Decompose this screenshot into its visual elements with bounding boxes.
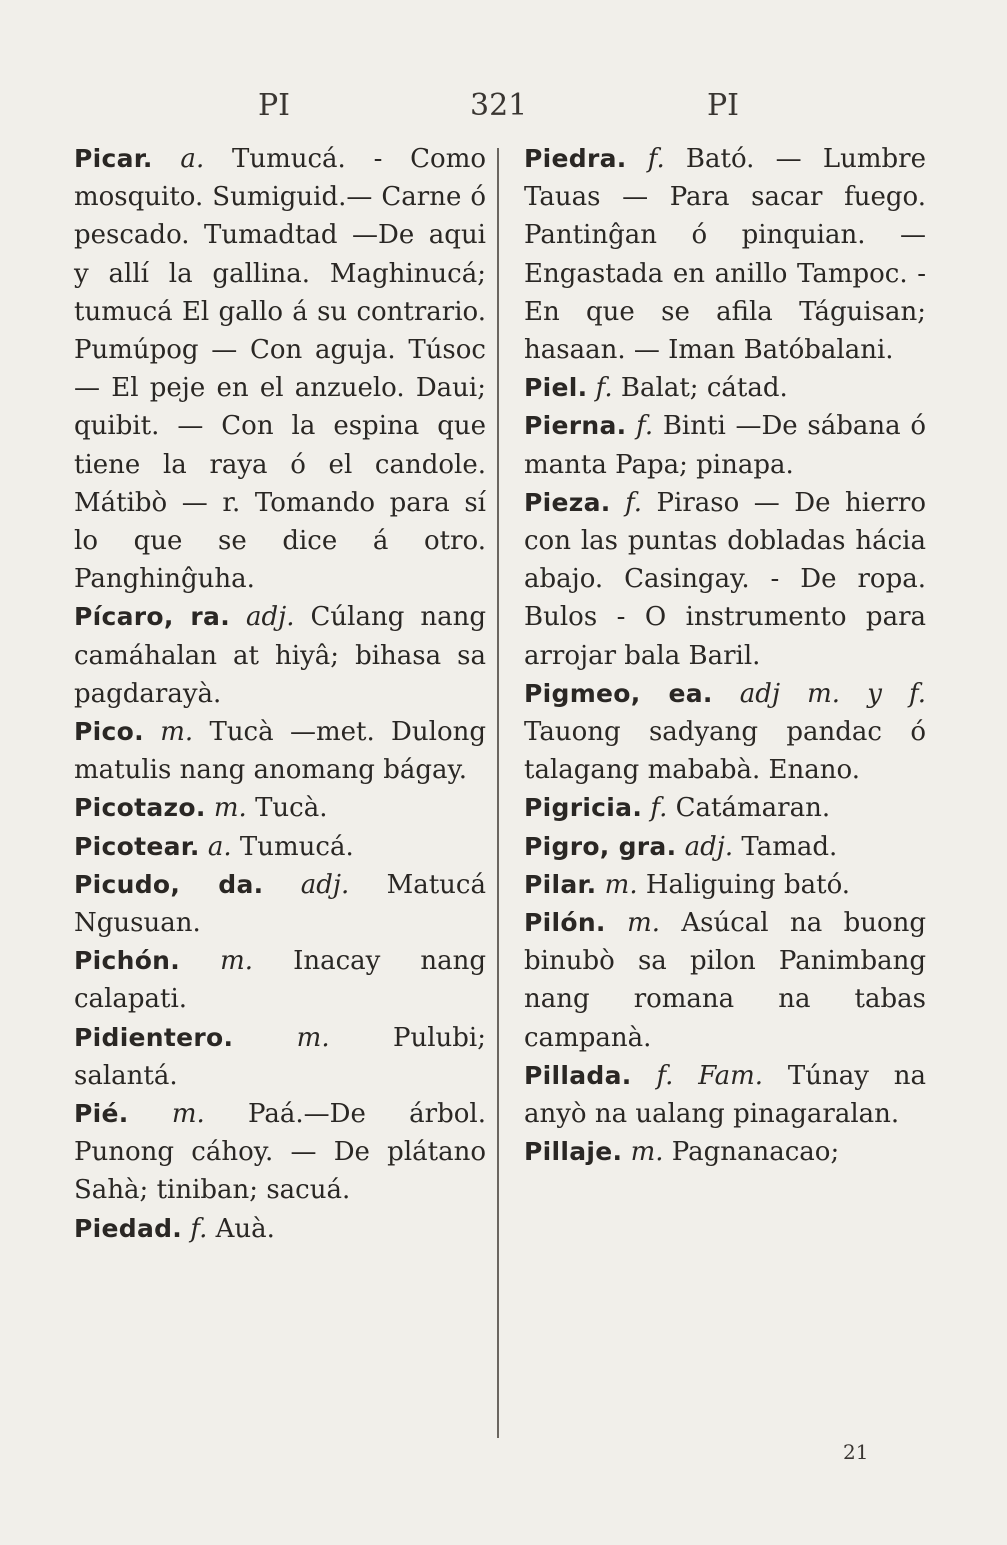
dictionary-entry (74, 1095, 486, 1210)
header-right-guide: PI (707, 88, 740, 123)
dictionary-entry (524, 369, 926, 407)
definition-text: Auà. (207, 1213, 275, 1244)
definition-text: Túnay na anyò na ualang pinagaralan. (524, 1060, 926, 1130)
grammar-tag: a. (152, 144, 205, 174)
headword: Pillaje. (524, 1137, 623, 1167)
grammar-tag: adj. (676, 831, 734, 862)
dictionary-entry (74, 1210, 486, 1248)
definition-text: Tauong sadyang pandac ó talagang mababà. Enano. (524, 717, 926, 786)
definition-text: Haliguing bató. (637, 869, 851, 900)
definition-text: Inacay nang calapati. (74, 946, 486, 1015)
dictionary-entry (524, 1057, 926, 1133)
dictionary-entry (74, 789, 486, 827)
definition-text: Matucá Ngusuan. (74, 869, 486, 939)
headword: Pierna. (524, 411, 627, 441)
page-number: 321 (470, 88, 528, 123)
headword: Pícaro, ra. (74, 602, 231, 632)
headword: Pilón. (524, 908, 606, 938)
headword: Pico. (74, 717, 144, 747)
grammar-tag: adj. (230, 602, 295, 633)
header-left-guide: PI (258, 88, 291, 123)
definition-text: Tamad. (733, 831, 838, 862)
dictionary-entry (74, 866, 486, 942)
grammar-tag: m. (205, 793, 247, 824)
signature-mark: 21 (843, 1440, 869, 1464)
grammar-tag: f. (626, 144, 665, 174)
column-divider (497, 148, 499, 1438)
grammar-tag: m. (180, 946, 254, 977)
dictionary-entry (524, 828, 926, 866)
grammar-tag: m. (622, 1137, 664, 1168)
headword: Pilar. (524, 869, 597, 899)
grammar-tag: f. (642, 793, 668, 824)
left-column (74, 140, 486, 1248)
definition-text: Cúlang nang camáhalan at hiyâ; bihasa sa pagdarayà. (74, 602, 486, 709)
headword: Picotazo. (74, 793, 206, 823)
headword: Pieza. (524, 487, 611, 517)
definition-text: Tumucá. - Como mosquito. Sumiguid.— Carne ó pescado. Tumadtad —De aqui y allí la gallina. Maghinucá; tumucá El gallo á su contrario. Pumúpog — Con aguja. Túsoc — El peje en el anzuelo. Daui; quibit. — Con la espina que tiene la raya ó el candole. Mátibò — r. Tomando para sí lo que se dice á otro. Panghinĝuha. (74, 144, 486, 595)
definition-text: Balat; cátad. (612, 373, 788, 404)
definition-text: Catámaran. (667, 793, 831, 824)
grammar-tag: a. (199, 831, 232, 862)
headword: Picudo, da. (74, 869, 264, 899)
dictionary-entry (524, 675, 926, 790)
grammar-tag: m. (596, 869, 638, 900)
headword: Pillada. (524, 1060, 632, 1090)
grammar-tag: m. (143, 717, 194, 748)
definition-text: Bató. — Lumbre Tauas — Para sacar fuego. Pantinĝan ó pinquian. — Engastada en anillo Tampoc. - En que se afila Táguisan; hasaan. — Iman Batóbalani. (524, 144, 926, 366)
dictionary-entry (74, 942, 486, 1018)
dictionary-entry (74, 1019, 486, 1095)
definition-text: Pulubi; salantá. (74, 1022, 486, 1091)
headword: Piedad. (74, 1213, 183, 1243)
headword: Picotear. (74, 831, 200, 861)
definition-text: Piraso — De hierro con las puntas dobladas hácia abajo. Casingay. - De ropa. Bulos - O instrumento para arrojar bala Baril. (524, 487, 926, 671)
dictionary-entry (524, 1133, 926, 1171)
right-column (524, 140, 926, 1171)
dictionary-entry (74, 713, 486, 789)
grammar-tag: f. (182, 1213, 208, 1244)
headword: Pigmeo, ea. (524, 678, 713, 708)
dictionary-entry (524, 904, 926, 1057)
headword: Pié. (74, 1099, 129, 1129)
headword: Pichón. (74, 946, 181, 976)
dictionary-entry (74, 828, 486, 866)
definition-text: Binti —De sábana ó manta Papa; pinapa. (524, 411, 926, 480)
grammar-tag: f. Fam. (631, 1060, 763, 1091)
grammar-tag: adj m. y f. (712, 678, 926, 709)
dictionary-entry (524, 140, 926, 369)
dictionary-entry (74, 140, 486, 598)
definition-text: Paá.—De árbol. Punong cáhoy. — De plátano Sahà; tiniban; sacuá. (74, 1099, 486, 1206)
headword: Pigro, gra. (524, 831, 677, 861)
grammar-tag: f. (587, 373, 613, 404)
page-header (0, 88, 1007, 128)
grammar-tag: m. (128, 1099, 205, 1130)
dictionary-entry (524, 789, 926, 827)
definition-text: Asúcal na buong binubò sa pilon Panimbang nang romana na tabas campanà. (524, 908, 926, 1053)
definition-text: Pagnanacao; (663, 1137, 840, 1168)
headword: Pidientero. (74, 1022, 234, 1052)
definition-text: Tucà. (246, 793, 328, 824)
dictionary-entry (524, 407, 926, 483)
grammar-tag: m. (233, 1022, 330, 1053)
headword: Piedra. (524, 144, 627, 173)
headword: Pigricia. (524, 793, 643, 823)
headword: Piel. (524, 373, 588, 403)
grammar-tag: adj. (263, 869, 350, 900)
definition-text: Tucà —met. Dulong matulis nang anomang bágay. (74, 717, 486, 786)
grammar-tag: f. (610, 487, 643, 518)
headword: Picar. (74, 144, 153, 173)
dictionary-entry (524, 866, 926, 904)
grammar-tag: m. (605, 908, 661, 939)
dictionary-entry (524, 484, 926, 675)
dictionary-entry (74, 598, 486, 713)
grammar-tag: f. (626, 411, 654, 442)
definition-text: Tumucá. (231, 831, 354, 862)
